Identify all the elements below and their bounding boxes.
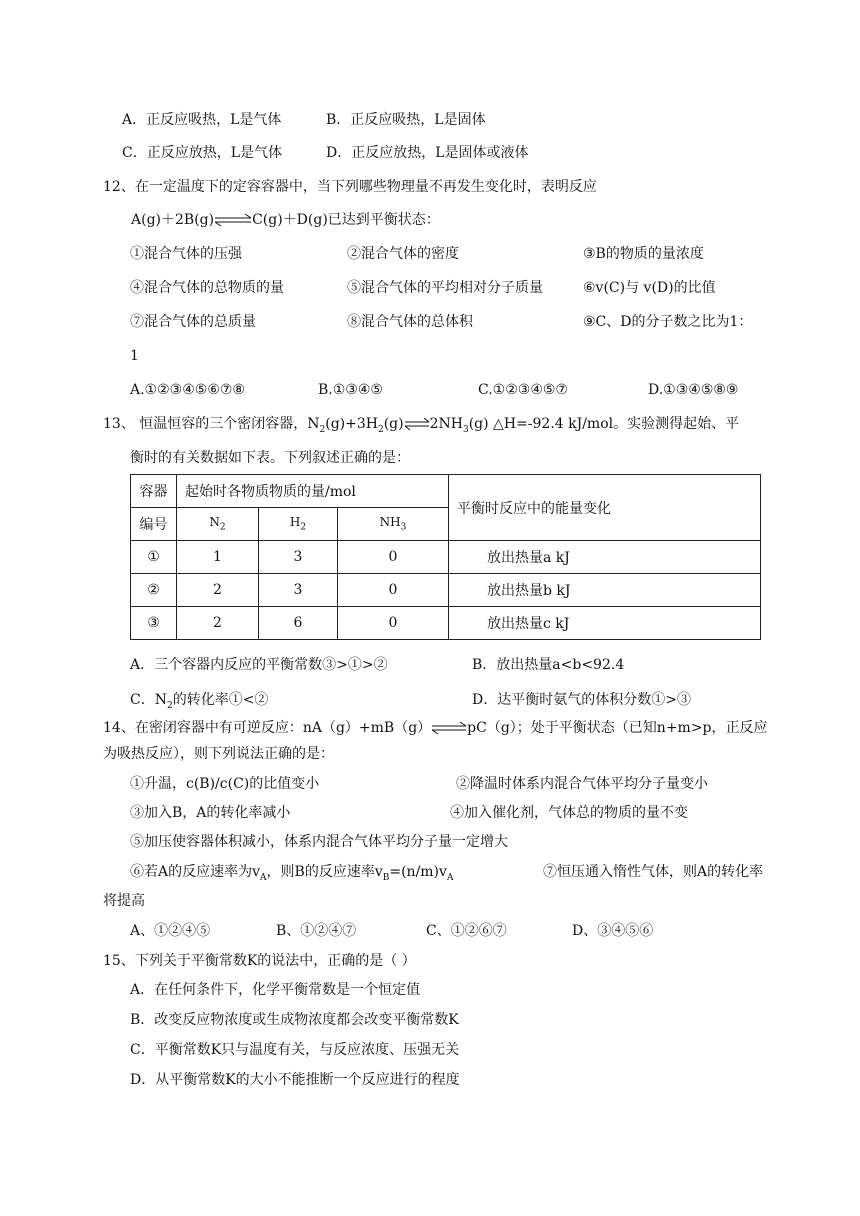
reversible-arrow-icon — [404, 417, 430, 431]
q14-statement-6-part: ⑥若A的反应速率为v — [130, 864, 261, 880]
q11-option-d: D．正反应放热，L是固体或液体 — [326, 145, 529, 161]
table-row — [131, 574, 761, 607]
row-id: ③ — [131, 607, 177, 640]
cell-h2: 3 — [259, 541, 338, 574]
header-initial-amount: 起始时各物质物质的量/mol — [177, 475, 449, 508]
cell-energy: 放出热量c kJ — [449, 607, 761, 640]
q12-reaction-left: A(g)＋2B(g) — [131, 212, 215, 228]
cell-nh3: 0 — [338, 574, 449, 607]
q13-stem-part: (g) — [383, 416, 404, 432]
q14-option-c: C、①②⑥⑦ — [426, 923, 507, 939]
subscript: 2 — [300, 522, 307, 533]
subscript: A — [446, 872, 454, 883]
q12-option-c: C.①②③④⑤⑦ — [478, 382, 568, 398]
col-n2-label: N — [209, 515, 220, 530]
q13-option-b: B．放出热量a<b<92.4 — [472, 657, 625, 673]
header-container: 容器 — [131, 475, 177, 508]
q14-stem — [103, 718, 768, 738]
q12-item-6: ⑥v(C)与 v(D)的比值 — [583, 280, 716, 296]
table-row — [131, 541, 761, 574]
q13-stem-line2: 衡时的有关数据如下表。下列叙述正确的是： — [130, 450, 410, 466]
subscript: 2 — [166, 700, 173, 711]
q13-stem — [103, 414, 739, 440]
q12-item-8: ⑧混合气体的总体积 — [347, 314, 473, 330]
q12-reaction-right: C(g)＋D(g)已达到平衡状态： — [252, 212, 440, 228]
q15-option-c: C．平衡常数K只与温度有关，与反应浓度、压强无关 — [130, 1042, 460, 1058]
q14-stem-line2: 为吸热反应），则下列说法正确的是： — [103, 746, 334, 762]
col-nh3 — [338, 508, 449, 541]
cell-energy: 放出热量b kJ — [449, 574, 761, 607]
q14-stem-part: 14、在密闭容器中有可逆反应：nA（g）+mB（g） — [103, 720, 432, 736]
cell-nh3: 0 — [338, 607, 449, 640]
q12-item-3: ③B的物质的量浓度 — [583, 246, 704, 262]
q12-item-7: ⑦混合气体的总质量 — [130, 314, 256, 330]
q14-statement-7: ⑦恒压通入惰性气体，则A的转化率 — [543, 864, 764, 880]
cell-n2: 1 — [177, 541, 259, 574]
q14-statement-5: ⑤加压使容器体积减小，体系内混合气体平均分子量一定增大 — [130, 834, 508, 850]
subscript: 2 — [219, 522, 226, 533]
header-number: 编号 — [131, 508, 177, 541]
q12-item-5: ⑤混合气体的平均相对分子质量 — [347, 280, 543, 296]
q14-option-d: D、③④⑤⑥ — [572, 923, 654, 939]
subscript: 2 — [319, 424, 326, 435]
q13-option-d: D．达平衡时氨气的体积分数①>③ — [472, 692, 691, 708]
q12-item-1: ①混合气体的压强 — [130, 246, 242, 262]
q13-option-a: A．三个容器内反应的平衡常数③>①>② — [130, 657, 388, 673]
row-id: ② — [131, 574, 177, 607]
q12-option-a: A.①②③④⑤⑥⑦⑧ — [130, 382, 245, 398]
cell-nh3: 0 — [338, 541, 449, 574]
q13-stem-part: 13、 恒温恒容的三个密闭容器，N — [103, 416, 320, 432]
q11-option-c: C．正反应放热，L是气体 — [122, 145, 283, 161]
q12-reaction — [131, 210, 440, 230]
q14-statement-6-part: =(n/m)v — [389, 864, 447, 880]
subscript: A — [260, 872, 267, 883]
q15-option-d: D．从平衡常数K的大小不能推断一个反应进行的程度 — [130, 1072, 460, 1088]
q13-option-c-part: 的转化率①<② — [172, 692, 269, 708]
q14-statement-6-part: ，则B的反应速率v — [266, 864, 383, 880]
q11-option-a: A．正反应吸热，L是气体 — [122, 112, 282, 128]
q13-option-c-part: C．N — [130, 692, 167, 708]
cell-n2: 2 — [177, 607, 259, 640]
q14-statement-1: ①升温，c(B)/c(C)的比值变小 — [130, 776, 320, 792]
cell-h2: 3 — [259, 574, 338, 607]
subscript: 2 — [377, 424, 384, 435]
subscript: B — [382, 872, 390, 883]
row-id: ① — [131, 541, 177, 574]
col-h2-label: H — [289, 515, 301, 530]
subscript: 3 — [462, 424, 469, 435]
reversible-arrow-icon — [431, 721, 467, 735]
q13-stem-part: 2NH — [429, 416, 463, 432]
q15-option-a: A．在任何条件下，化学平衡常数是一个恒定值 — [130, 982, 421, 998]
q12-item-9-wrap: 1 — [130, 348, 139, 364]
cell-energy: 放出热量a kJ — [449, 541, 761, 574]
q12-item-9: ⑨C、D的分子数之比为1： — [583, 314, 753, 330]
q14-statement-6 — [130, 862, 453, 888]
col-nh3-label: NH — [379, 515, 401, 530]
q13-data-table — [130, 474, 761, 640]
q12-item-2: ②混合气体的密度 — [347, 246, 459, 262]
q14-option-a: A、①②④⑤ — [130, 923, 211, 939]
header-energy-change: 平衡时反应中的能量变化 — [449, 475, 761, 541]
q12-item-4: ④混合气体的总物质的量 — [130, 280, 284, 296]
table-row — [131, 607, 761, 640]
cell-n2: 2 — [177, 574, 259, 607]
q13-stem-part: (g)+3H — [325, 416, 378, 432]
col-h2 — [259, 508, 338, 541]
q13-stem-part: (g) △H=-92.4 kJ/mol。实验测得起始、平 — [468, 416, 740, 432]
reversible-arrow-icon — [214, 213, 252, 227]
subscript: 3 — [400, 522, 407, 533]
col-n2 — [177, 508, 259, 541]
q14-statement-3: ③加入B，A的转化率减小 — [130, 805, 291, 821]
q12-option-d: D.①③④⑤⑧⑨ — [648, 382, 739, 398]
q14-statement-4: ④加入催化剂，气体总的物质的量不变 — [450, 805, 688, 821]
q15-option-b: B．改变反应物浓度或生成物浓度都会改变平衡常数K — [130, 1012, 459, 1028]
q14-statement-2: ②降温时体系内混合气体平均分子量变小 — [456, 776, 708, 792]
cell-h2: 6 — [259, 607, 338, 640]
q15-stem: 15、下列关于平衡常数K的说法中，正确的是（ ） — [103, 953, 416, 969]
q13-option-c — [130, 690, 268, 716]
q14-statement-7-wrap: 将提高 — [103, 893, 145, 909]
q14-stem-part: pC（g）；处于平衡状态（已知n+m>p，正反应 — [467, 720, 768, 736]
q12-stem: 12、在一定温度下的定容容器中，当下列哪些物理量不再发生变化时，表明反应 — [103, 179, 597, 195]
q12-option-b: B.①③④⑤ — [318, 382, 383, 398]
q14-option-b: B、①②④⑦ — [276, 923, 357, 939]
q11-option-b: B．正反应吸热，L是固体 — [326, 112, 486, 128]
